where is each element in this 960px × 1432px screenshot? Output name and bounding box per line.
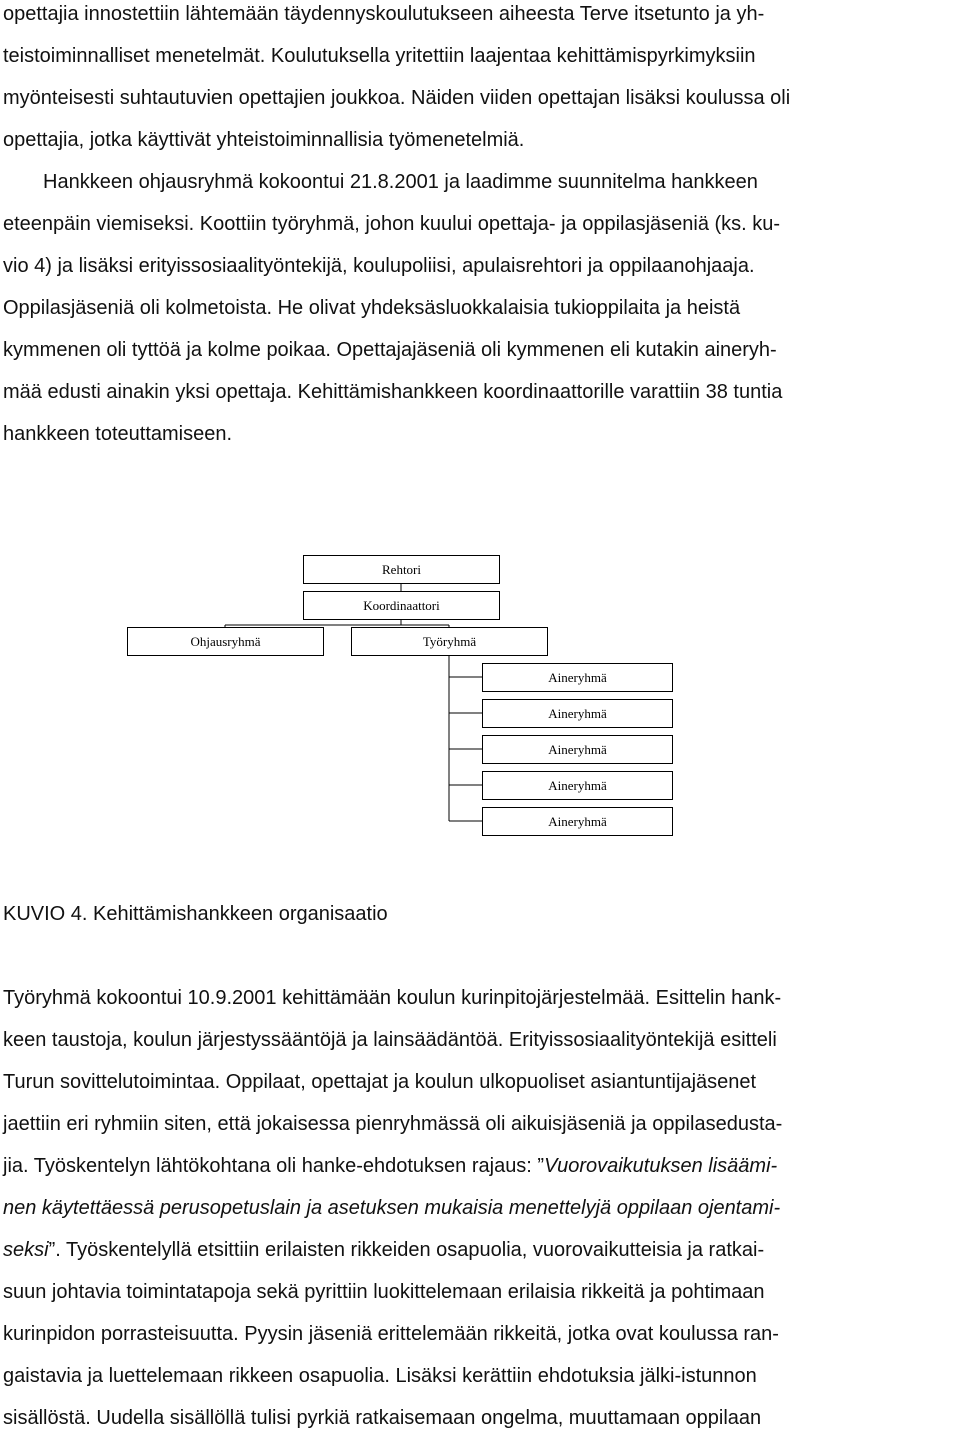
body-text-line: Oppilasjäseniä oli kolmetoista. He olivat yhdeksäsluokkalaisia tukioppilaita ja heistä — [3, 297, 741, 319]
body-text-line — [3, 1238, 764, 1262]
org-box-aineryhma: Aineryhmä — [482, 735, 673, 764]
body-text-line: eteenpäin viemiseksi. Koottiin työryhmä, johon kuului opettaja- ja oppilasjäseniä (ks. ku- — [3, 213, 781, 235]
quoted-italic-text: nen käytettäessä perusopetuslain ja asetuksen mukaisia menettelyjä oppilaan ojentami- — [3, 1197, 781, 1219]
body-text-line: vio 4) ja lisäksi erityissosiaalityöntekijä, koulupoliisi, apulaisrehtori ja oppilaanohjaaja. — [3, 255, 755, 277]
body-text-line: Työryhmä kokoontui 10.9.2001 kehittämään koulun kurinpitojärjestelmää. Esittelin hank- — [3, 987, 782, 1009]
org-box-aineryhma: Aineryhmä — [482, 771, 673, 800]
body-text-line: kurinpidon porrasteisuutta. Pyysin jäseniä erittelemään rikkeitä, jotka ovat koulussa ran- — [3, 1323, 779, 1345]
quoted-italic-text: Vuorovaikutuksen lisäämi- — [544, 1155, 778, 1177]
body-text-line: hankkeen toteuttamiseen. — [3, 423, 233, 445]
body-text-line: Hankkeen ohjausryhmä kokoontui 21.8.2001 ja laadimme suunnitelma hankkeen — [43, 171, 758, 193]
body-text-line: keen taustoja, koulun järjestyssääntöjä ja lainsäädäntöä. Erityissosiaalityöntekijä esitteli — [3, 1029, 777, 1051]
org-box-aineryhma: Aineryhmä — [482, 663, 673, 692]
figure-caption: KUVIO 4. Kehittämishankkeen organisaatio — [3, 903, 388, 925]
body-text-line: opettajia innostettiin lähtemään täydennyskoulutukseen aiheesta Terve itsetunto ja yh- — [3, 3, 765, 25]
org-box-ohjausryhma: Ohjausryhmä — [127, 627, 324, 656]
org-box-aineryhma: Aineryhmä — [482, 699, 673, 728]
body-text-line: opettajia, jotka käyttivät yhteistoiminnallisia työmenetelmiä. — [3, 129, 525, 151]
body-text-line: jaettiin eri ryhmiin siten, että jokaisessa pienryhmässä oli aikuisjäseniä ja oppilasedusta- — [3, 1113, 783, 1135]
body-text-segment: jia. Työskentelyn lähtökohtana oli hanke-ehdotuksen rajaus: ” — [3, 1155, 545, 1177]
org-box-rehtori: Rehtori — [303, 555, 500, 584]
body-text-line: kymmenen oli tyttöä ja kolme poikaa. Opettajajäseniä oli kymmenen eli kutakin aineryh- — [3, 339, 777, 361]
quoted-italic-text: seksi — [3, 1239, 49, 1261]
body-text-line: mää edusti ainakin yksi opettaja. Kehittämishankkeen koordinaattorille varattiin 38 tuntia — [3, 381, 783, 403]
body-text-line: teistoiminnalliset menetelmät. Koulutuksella yritettiin laajentaa kehittämispyrkimyksiin — [3, 45, 756, 67]
org-box-koordinaattori: Koordinaattori — [303, 591, 500, 620]
body-text-segment: ”. Työskentelyllä etsittiin erilaisten rikkeiden osapuolia, vuorovaikutteisia ja ratkai- — [48, 1239, 765, 1261]
org-box-aineryhma: Aineryhmä — [482, 807, 673, 836]
body-text-line: myönteisesti suhtautuvien opettajien joukkoa. Näiden viiden opettajan lisäksi koulussa oli — [3, 87, 791, 109]
body-text-line: suun johtavia toimintatapoja sekä pyrittiin luokittelemaan erilaisia rikkeitä ja pohtimaan — [3, 1281, 765, 1303]
body-text-line: sisällöstä. Uudella sisällöllä tulisi pyrkiä ratkaisemaan ongelma, muuttamaan oppilaan — [3, 1407, 762, 1429]
body-text-line: gaistavia ja luettelemaan rikkeen osapuolia. Lisäksi kerättiin ehdotuksia jälki-istunnon — [3, 1365, 757, 1387]
body-text-line: Turun sovittelutoimintaa. Oppilaat, opettajat ja koulun ulkopuoliset asiantuntijajäsenet — [3, 1071, 757, 1093]
org-box-tyoryhma: Työryhmä — [351, 627, 548, 656]
body-text-line — [3, 1154, 777, 1178]
